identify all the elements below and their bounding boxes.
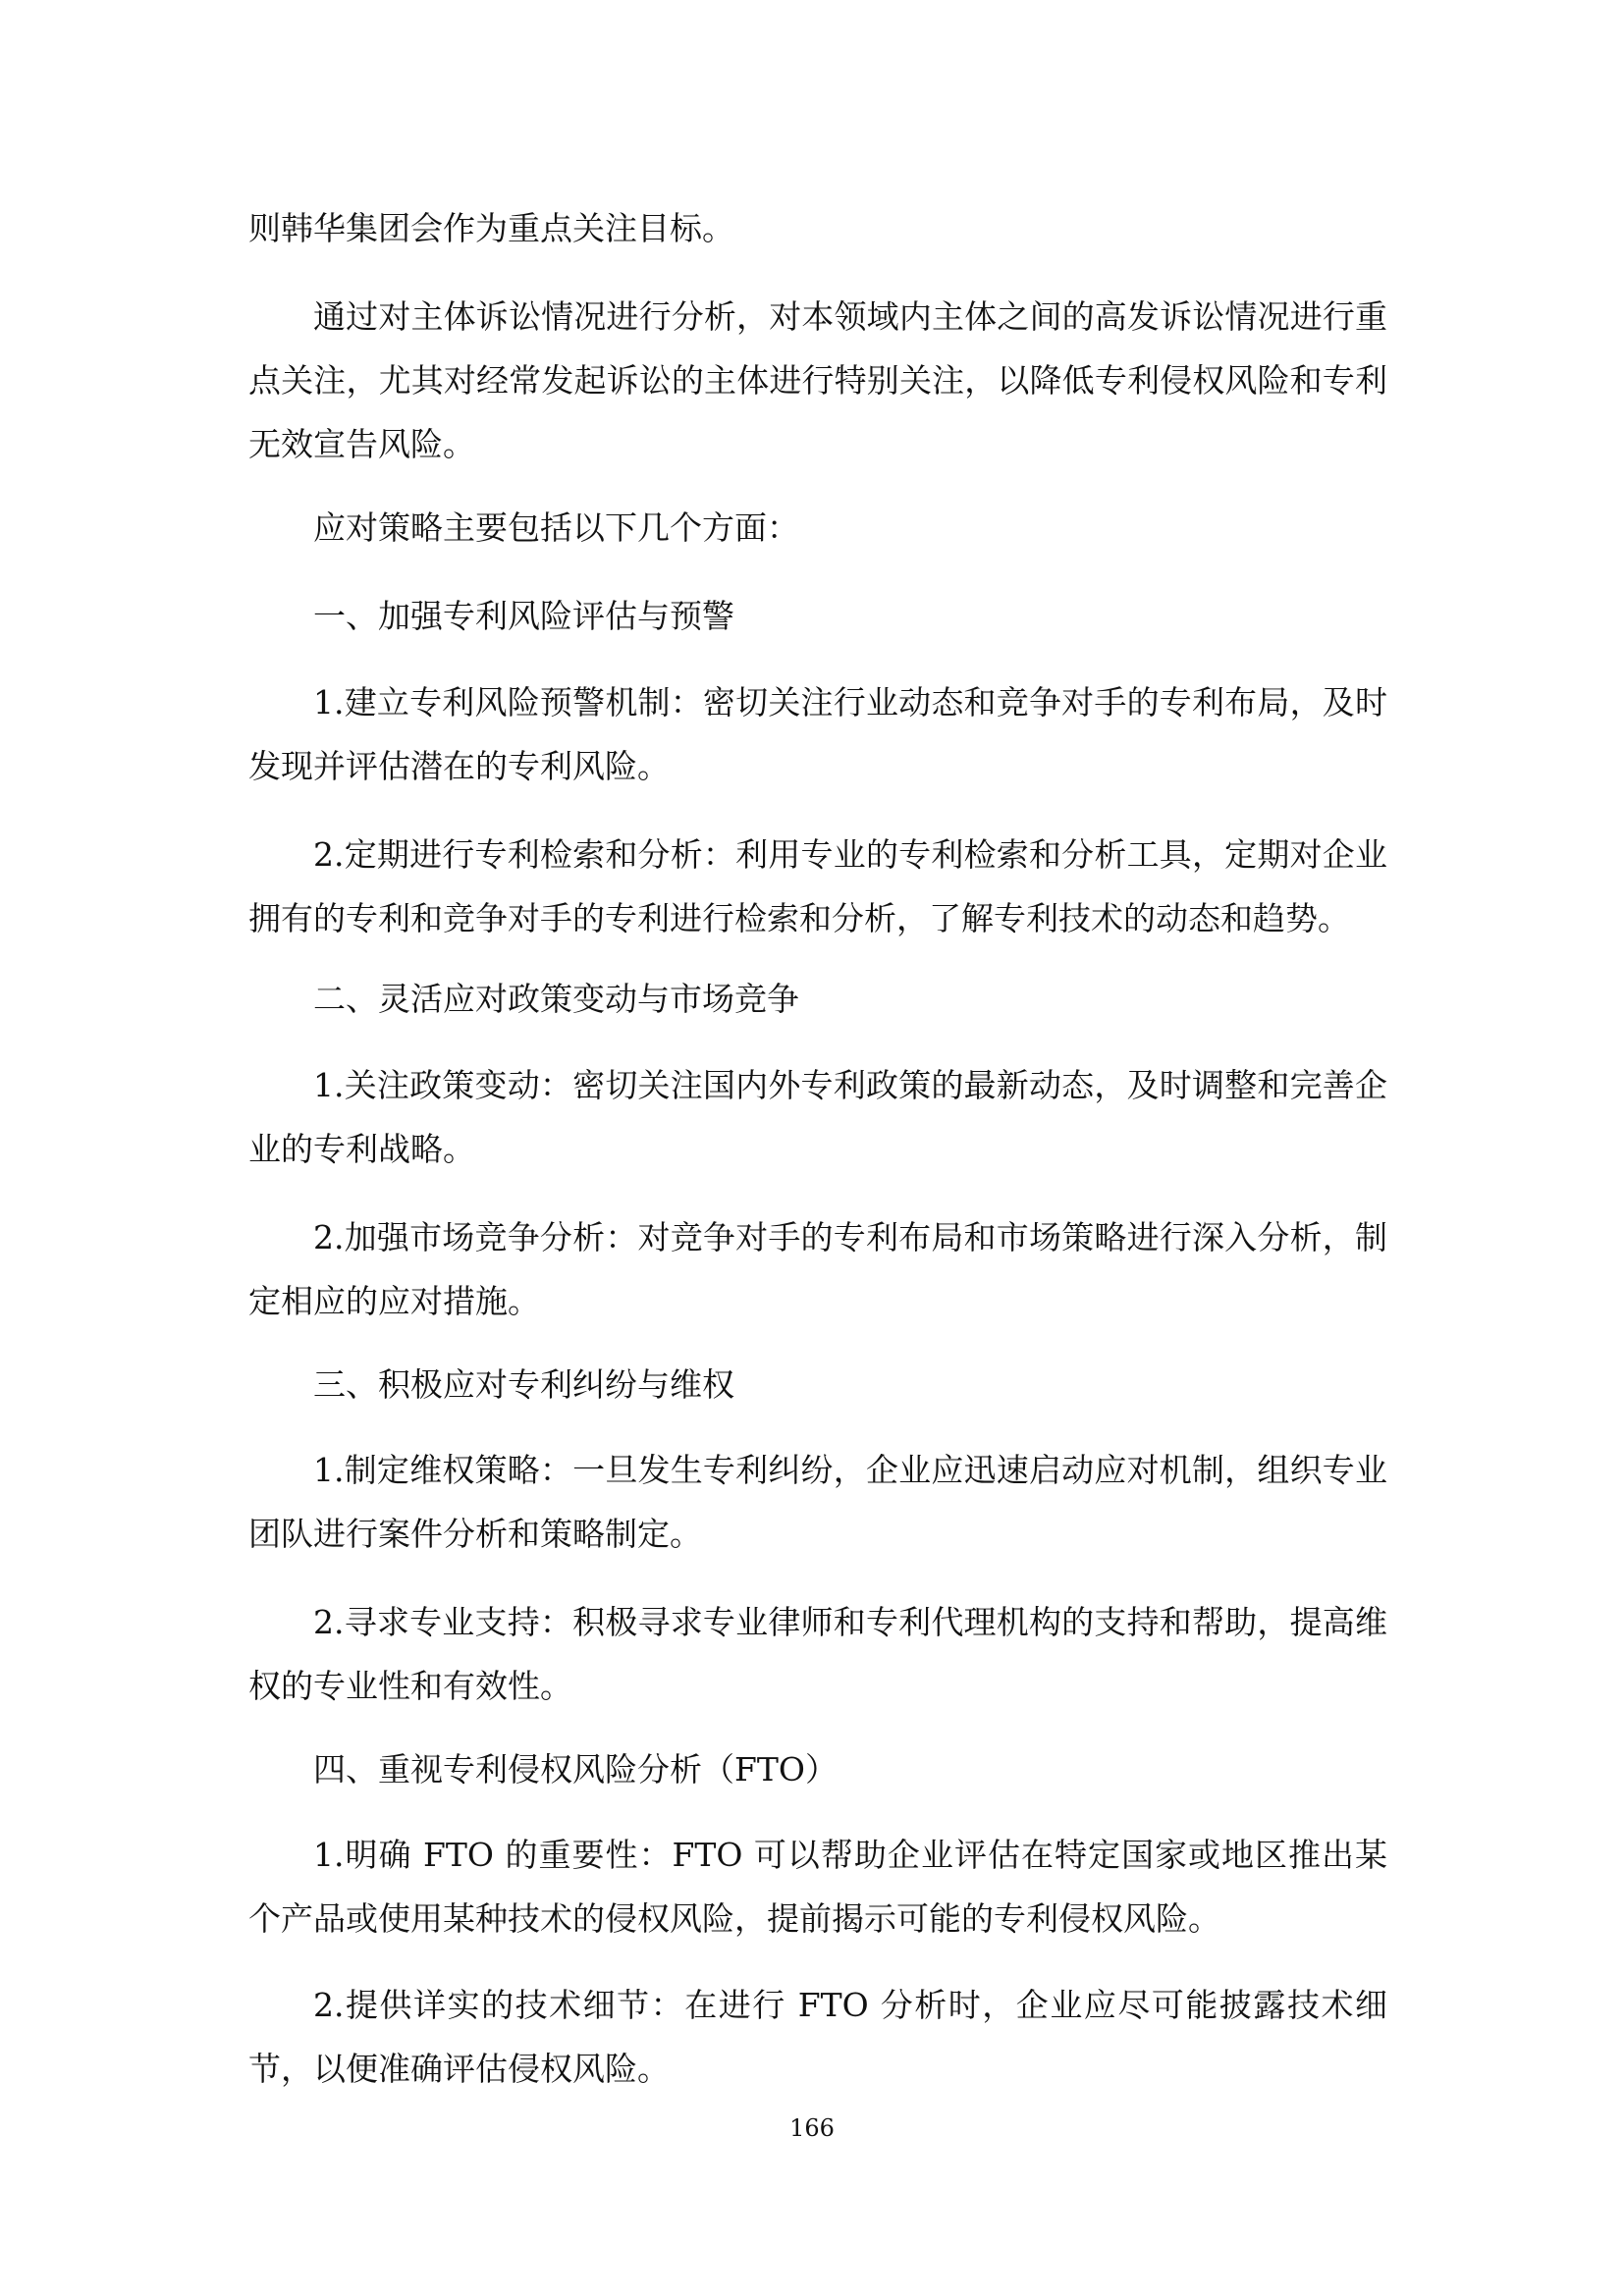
section-heading-4: 四、重视专利侵权风险分析（FTO）: [313, 1750, 838, 1789]
section-heading-1: 一、加强专利风险评估与预警: [313, 597, 734, 635]
paragraph-litigation-analysis: 通过对主体诉讼情况进行分析，对本领域内主体之间的高发诉讼情况进行重点关注，尤其对经常发起诉讼的主体进行特别关注，以降低专利侵权风险和专利无效宣告风险。: [248, 297, 1387, 463]
paragraph-1-1: 1.建立专利风险预警机制：密切关注行业动态和竞争对手的专利布局，及时发现并评估潜在的专利风险。: [248, 683, 1387, 785]
paragraph-3-1: 1.制定维权策略：一旦发生专利纠纷，企业应迅速启动应对机制，组织专业团队进行案件分析和策略制定。: [248, 1451, 1387, 1553]
paragraph-strategy-intro: 应对策略主要包括以下几个方面：: [313, 508, 799, 547]
section-heading-3: 三、积极应对专利纠纷与维权: [313, 1365, 734, 1404]
paragraph-3-2: 2.寻求专业支持：积极寻求专业律师和专利代理机构的支持和帮助，提高维权的专业性和有效性。: [248, 1603, 1387, 1705]
paragraph-4-1: 1.明确 FTO 的重要性：FTO 可以帮助企业评估在特定国家或地区推出某个产品或使用某种技术的侵权风险，提前揭示可能的专利侵权风险。: [248, 1836, 1387, 1938]
section-heading-2: 二、灵活应对政策变动与市场竞争: [313, 980, 799, 1018]
paragraph-2-2: 2.加强市场竞争分析：对竞争对手的专利布局和市场策略进行深入分析，制定相应的应对措施。: [248, 1218, 1387, 1320]
paragraph-continuation: 则韩华集团会作为重点关注目标。: [248, 209, 734, 247]
paragraph-1-2: 2.定期进行专利检索和分析：利用专业的专利检索和分析工具，定期对企业拥有的专利和竞争对手的专利进行检索和分析，了解专利技术的动态和趋势。: [248, 835, 1387, 937]
paragraph-2-1: 1.关注政策变动：密切关注国内外专利政策的最新动态，及时调整和完善企业的专利战略。: [248, 1066, 1387, 1168]
page-number: 166: [789, 2114, 835, 2142]
paragraph-4-2: 2.提供详实的技术细节：在进行 FTO 分析时，企业应尽可能披露技术细节，以便准确评估侵权风险。: [248, 1986, 1387, 2088]
